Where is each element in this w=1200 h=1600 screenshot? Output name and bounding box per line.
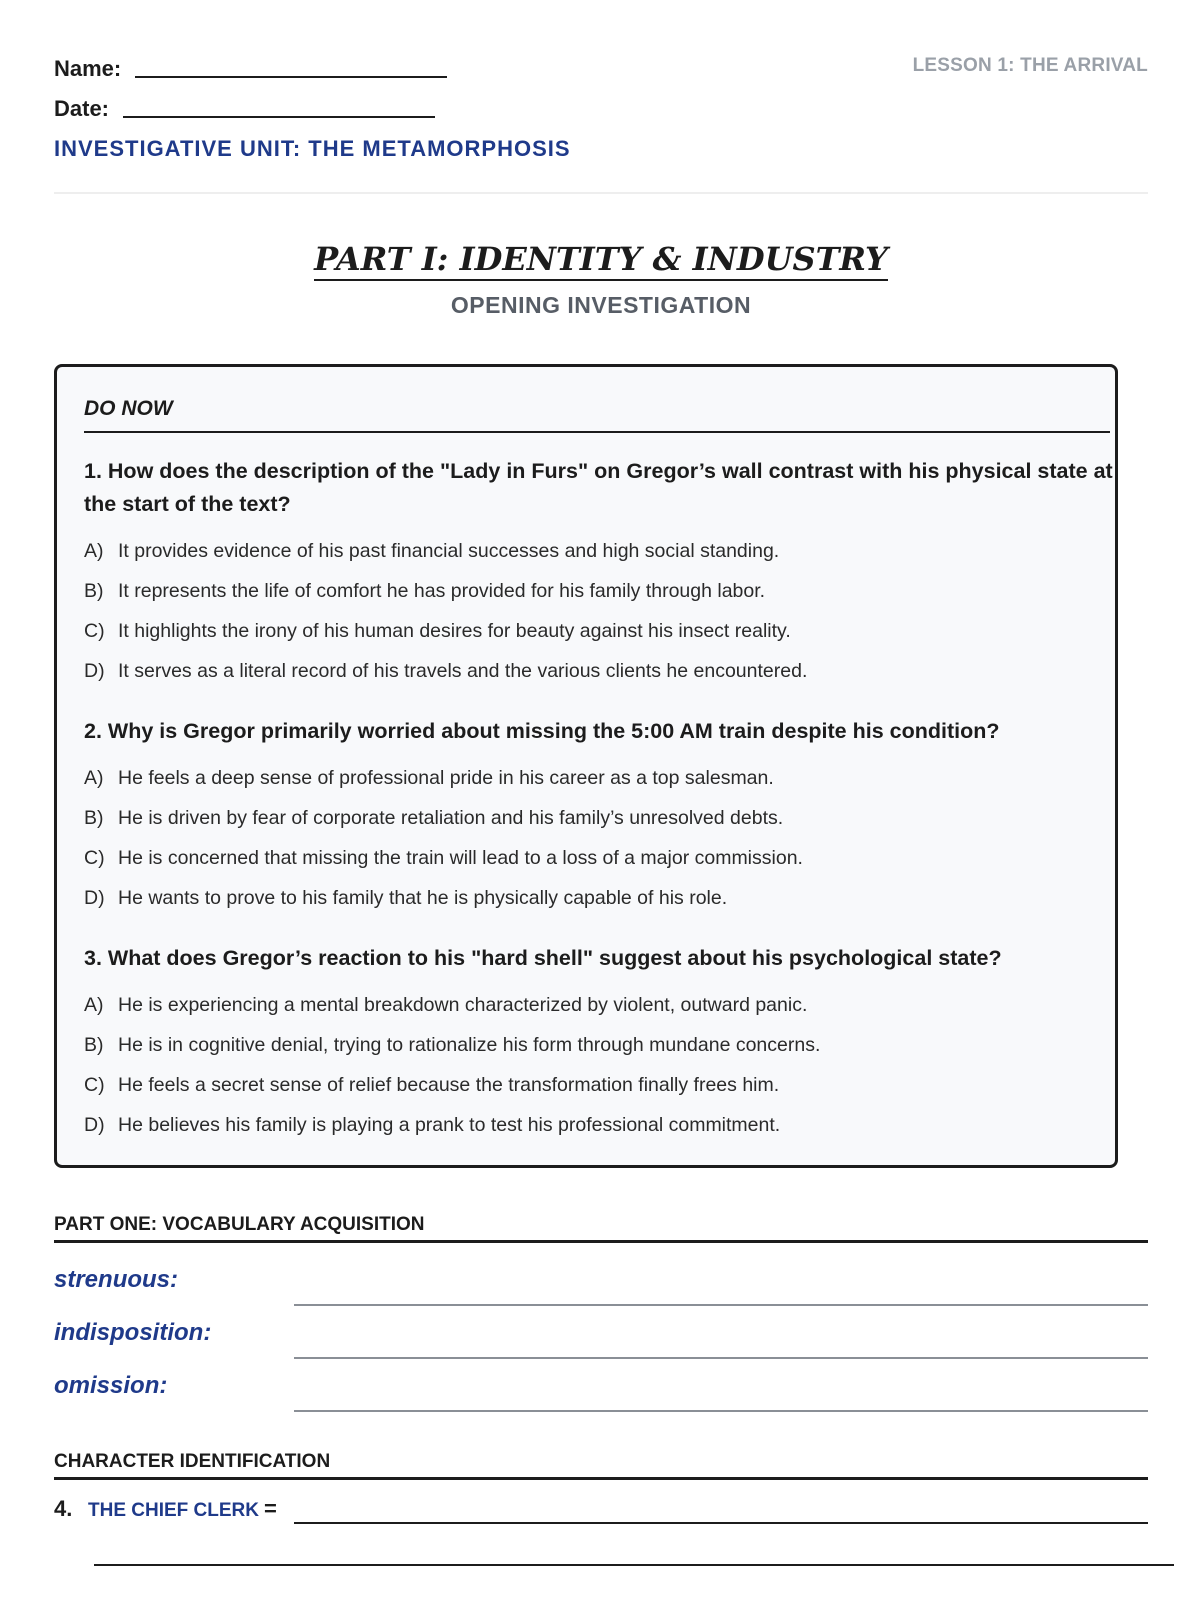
date-row [54, 96, 435, 122]
option-2d[interactable] [84, 878, 1102, 918]
equals-sign: = [264, 1496, 277, 1521]
character-answer-line-2[interactable] [94, 1564, 1174, 1566]
question-1: 1. How does the description of the "Lady in Furs" on Gregor’s wall contrast with his physical state at the start of the text? [84, 459, 1113, 516]
option-text: He is driven by fear of corporate retaliation and his family’s unresolved debts. [118, 807, 784, 829]
character-answer-line[interactable] [294, 1522, 1148, 1524]
option-text: He is in cognitive denial, trying to rationalize his form through mundane concerns. [118, 1034, 821, 1056]
option-letter: C) [84, 1074, 105, 1096]
character-section-title: CHARACTER IDENTIFICATION [54, 1451, 1148, 1480]
option-1c[interactable] [84, 611, 1102, 651]
vocab-word: indisposition: [54, 1319, 212, 1346]
date-label: Date: [54, 96, 110, 121]
part-subtitle: OPENING INVESTIGATION [450, 292, 752, 318]
vocab-row-3 [54, 1372, 1148, 1412]
question-3: 3. What does Gregor’s reaction to his "hard shell" suggest about his psychological state? [84, 946, 1002, 970]
name-row [54, 56, 447, 82]
option-letter: A) [84, 540, 104, 562]
option-1a[interactable] [84, 531, 1102, 571]
part-title-text: PART I: IDENTITY & INDUSTRY [314, 240, 888, 281]
date-field-line[interactable] [123, 114, 435, 118]
option-letter: B) [84, 807, 104, 829]
option-text: It serves as a literal record of his travels and the various clients he encountered. [118, 660, 808, 682]
question-2: 2. Why is Gregor primarily worried about missing the 5:00 AM train despite his condition? [84, 719, 1000, 743]
character-number: 4. [54, 1496, 73, 1521]
option-1b[interactable] [84, 571, 1102, 611]
name-label: Name: [54, 56, 122, 81]
vocab-word: strenuous: [54, 1266, 179, 1293]
do-now-box [54, 364, 1118, 1168]
option-text: He is experiencing a mental breakdown characterized by violent, outward panic. [118, 994, 808, 1016]
option-2c[interactable] [84, 838, 1102, 878]
option-letter: B) [84, 1034, 104, 1056]
question-3-options [84, 985, 1102, 1145]
option-letter: D) [84, 887, 105, 909]
name-field-line[interactable] [135, 74, 447, 78]
option-2b[interactable] [84, 798, 1102, 838]
character-row-4 [54, 1496, 1148, 1536]
do-now-title: DO NOW [84, 397, 1110, 433]
option-text: It highlights the irony of his human desires for beauty against his insect reality. [118, 620, 791, 642]
vocab-answer-line[interactable] [294, 1410, 1148, 1412]
option-letter: D) [84, 660, 105, 682]
option-text: He believes his family is playing a prank to test his professional commitment. [118, 1114, 781, 1136]
option-text: He feels a secret sense of relief because the transformation finally frees him. [118, 1074, 780, 1096]
option-text: It provides evidence of his past financial successes and high social standing. [118, 540, 780, 562]
character-name: THE CHIEF CLERK [88, 1500, 259, 1521]
question-1-options [84, 531, 1102, 691]
option-letter: A) [84, 994, 104, 1016]
question-2-options [84, 758, 1102, 918]
option-3c[interactable] [84, 1065, 1102, 1105]
option-letter: B) [84, 580, 104, 602]
vocab-row-1 [54, 1266, 1148, 1306]
option-letter: C) [84, 847, 105, 869]
option-text: He wants to prove to his family that he is physically capable of his role. [118, 887, 728, 909]
option-text: He is concerned that missing the train will lead to a loss of a major commission. [118, 847, 803, 869]
option-text: He feels a deep sense of professional pride in his career as a top salesman. [118, 767, 774, 789]
part-title [54, 240, 1148, 278]
option-1d[interactable] [84, 651, 1102, 691]
vocab-word: omission: [54, 1372, 168, 1399]
option-3b[interactable] [84, 1025, 1102, 1065]
vocab-answer-line[interactable] [294, 1304, 1148, 1306]
option-letter: C) [84, 620, 105, 642]
header-divider [54, 192, 1148, 194]
option-2a[interactable] [84, 758, 1102, 798]
option-text: It represents the life of comfort he has provided for his family through labor. [118, 580, 766, 602]
vocab-row-2 [54, 1319, 1148, 1359]
vocab-answer-line[interactable] [294, 1357, 1148, 1359]
option-letter: A) [84, 767, 104, 789]
unit-title: INVESTIGATIVE UNIT: THE METAMORPHOSIS [54, 136, 571, 161]
vocabulary-section-title: PART ONE: VOCABULARY ACQUISITION [54, 1214, 1148, 1243]
option-3a[interactable] [84, 985, 1102, 1025]
lesson-label: LESSON 1: THE ARRIVAL [912, 55, 1148, 76]
option-letter: D) [84, 1114, 105, 1136]
option-3d[interactable] [84, 1105, 1102, 1145]
